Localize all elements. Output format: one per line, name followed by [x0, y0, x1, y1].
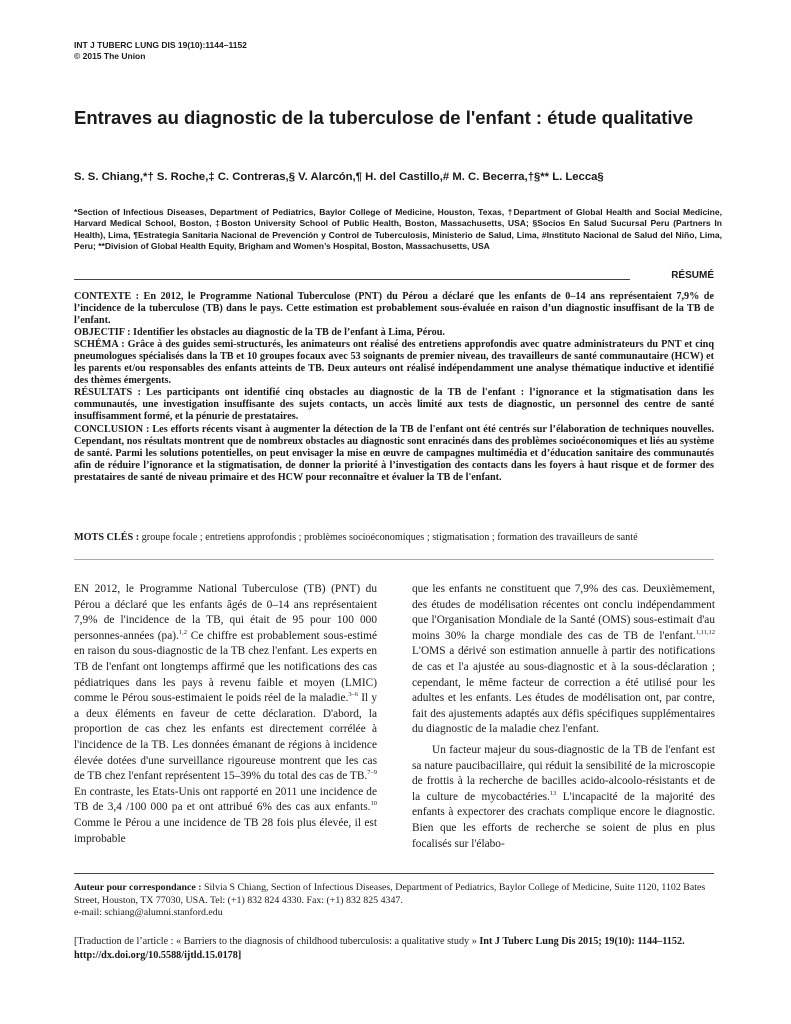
abstract-results: RÉSULTATS : Les participants ont identifié cinq obstacles au diagnostic de la TB de l'enfant : l’ignorance et la stigmatisation dans les communautés, une investigation insuffisante des sujets contacts, un accès limité aux tests de diagnostic, un personnel des centre de santé insuffisamment formé, et la pénurie de prestataires. [74, 387, 714, 423]
abstract-conclusion: CONCLUSION : Les efforts récents visant à augmenter la détection de la TB de l'enfant ont été centrés sur l’élaboration de techniques nouvelles. Cependant, nos résultats montrent que de nombreux obstacles au diagnostic sont enracinés dans des problèmes socioéconomiques et liés au système de santé. Parmi les solutions potentielles, on peut envisager la mise en œuvre de campagnes multimédia et d’éducation sanitaire des communautés afin de réduire l’ignorance et la stigmatisation, de donner la priorité à l’investigation des contacts dans les foyers à haut risque et de former des prestataires de santé de niveau primaire et des HCW pour reconnaître et évaluer la TB de l'enfant. [74, 423, 714, 483]
text-run: Un facteur majeur du sous-diagnostic de la TB de l'enfant est sa nature paucibacillaire, qui réduit la sensibilité de la microscopie de frottis à la recherche de bacilles acido-alcoolo-résistants et de la culture de mycobactéries. [412, 743, 715, 803]
body-column-right [412, 582, 715, 852]
abstract-design: SCHÉMA : Grâce à des guides semi-structurés, les animateurs ont réalisé des entretiens approfondis avec quatre administrateurs du PNT et cinq pneumologues spécialisés dans la TB et 10 groupes focaux avec 53 soignants de premier niveau, des travailleurs de santé communautaire (HCW) et les parents et/ou responsables des enfants atteints de TB. Deux auteurs ont réalisé indépendamment une analyse thématique inductive et identifié des thèmes émergents. [74, 339, 714, 387]
abstract-heading: RÉSUMÉ [671, 270, 714, 281]
text-run: Il y a deux éléments en faveur de cette déclaration. D'abord, la proportion de cas chez les enfants est directement corrélée à l'incidence de la TB. Les données émanant de régions à incidence élevée dotées d'une surveillance rigoureuse montrent que les cas de TB chez l'enfant représentent 15–39% du total des cas de TB. [74, 692, 377, 783]
text-run: Comme le Pérou a une incidence de TB 28 fois plus élevée, il est improbable [74, 816, 377, 845]
translation-text: [Traduction de l’article : « Barriers to the diagnosis of childhood tuberculosis: a qualitative study » [74, 936, 480, 947]
body-paragraph [74, 582, 377, 847]
abstract [74, 291, 714, 484]
body-paragraph [412, 743, 715, 852]
keywords-list: groupe focale ; entretiens approfondis ; problèmes socioéconomiques ; stigmatisation ; formation des travailleurs de santé [141, 532, 638, 543]
correspondence-text: Silvia S Chiang, Section of Infectious Diseases, Department of Pediatrics, Baylor College of Medicine, Suite 1120, 1102 Bates Street, Houston, TX 77030, USA. Tel: (+1) 832 824 4330. Fax: (+1) 832 825 4347. [74, 882, 706, 906]
correspondence-email: e-mail: schiang@alumni.stanford.edu [74, 907, 223, 919]
journal-header [74, 40, 247, 62]
translation-note [74, 935, 724, 962]
translation-citation: Int J Tuberc Lung Dis 2015; 19(10): 1144–1152. http://dx.doi.org/10.5588/ijtld.15.0178] [74, 936, 685, 961]
correspondence-note [74, 882, 724, 920]
text-run: que les enfants ne constituent que 7,9% des cas. Deuxièmement, des études de modélisation récentes ont conclu indépendamment que l'Organisation Mondiale de la Santé (OMS) sous-estimait d'au moins 30% la charge mondiale des cas de TB de l'enfant. [412, 583, 715, 642]
journal-citation: INT J TUBERC LUNG DIS 19(10):1144–1152 [74, 40, 247, 50]
citation-ref: 1,2 [178, 629, 187, 636]
author-list: S. S. Chiang,*† S. Roche,‡ C. Contreras,§ V. Alarcón,¶ H. del Castillo,# M. C. Becerra,†§** L. Lecca§ [74, 171, 604, 183]
text-run: L'incapacité de la majorité des enfants à expectorer des crachats complique encore le diagnostic. Bien que les efforts de recherche se soient de plus en plus focalisés sur l'élabo- [412, 790, 715, 850]
affiliations: *Section of Infectious Diseases, Department of Pediatrics, Baylor College of Medicine, Houston, Texas, †Department of Global Health and Social Medicine, Harvard Medical School, Boston, ‡Boston University School of Public Health, Boston, Massachusetts, USA; §Socios En Salud Sucursal Peru (Partners In Health), Lima, ¶Estrategia Sanitaria Nacional de Prevención y Control de Tuberculosis, Ministerio de Salud, Lima, #Instituto Nacional de Salud del Niño, Lima, Peru; **Division of Global Health Equity, Brigham and Women’s Hospital, Boston, Massachusetts, USA [74, 207, 722, 252]
citation-ref: 1,11,12 [695, 629, 715, 636]
abstract-context: CONTEXTE : En 2012, le Programme National Tuberculose (PNT) du Pérou a déclaré que les enfants de 0–14 ans représentaient 7,9% de l’incidence de la tuberculose (TB) dans le pays. Cette estimation est probablement sous-évaluée en raison d’un diagnostic insuffisant de la TB de l’enfant. [74, 291, 714, 327]
keywords-label: MOTS CLÉS : [74, 532, 140, 543]
correspondence-label: Auteur pour correspondance : [74, 882, 202, 893]
citation-ref: 13 [549, 789, 557, 797]
footnote-divider [74, 873, 714, 874]
text-run: Ce chiffre est probablement sous-estimé en raison du sous-diagnostic de la TB chez l'enfant. Les experts en TB de l'enfant ont longtemps affirmé que les notifications des cas pédiatriques dans les pays à revenu faible et moyen (LMIC) comme le Pérou sous-estimaient le poids réel de la maladie. [74, 629, 377, 705]
keywords-divider [74, 559, 714, 560]
journal-copyright: © 2015 The Union [74, 51, 146, 61]
keywords [74, 532, 724, 544]
text-run: L'OMS a dérivé son estimation annuelle à partir des notifications de cas et l'a ajustée au sous-diagnostic et à la sous-déclaration ; cependant, le même facteur de correction a été utilisé pour les adultes et les enfants. Les études de modélisation ont, par contre, fait des ajustements adaptés aux défis spécifiques supplémentaires du diagnostic de la maladie chez l'enfant. [412, 645, 715, 736]
abstract-heading-row [74, 270, 714, 284]
text-run: En contraste, les Etats-Unis ont rapporté en 2011 une incidence de TB de 3,4 /100 000 pa et ont attribué 6% des cas aux enfants. [74, 785, 377, 814]
text-run: EN 2012, le Programme National Tuberculose (TB) (PNT) du Pérou a déclaré que les enfants âgés de 0–14 ans représentaient 7,9% de l'incidence de la TB, qui était de 95 pour 100 000 personnes-années (pa). [74, 583, 377, 642]
body-paragraph [412, 582, 715, 738]
citation-ref: 3–6 [348, 691, 359, 699]
abstract-divider [74, 279, 630, 280]
article-title: Entraves au diagnostic de la tuberculose de l'enfant : étude qualitative [74, 107, 694, 128]
citation-ref: 7–9 [367, 769, 377, 777]
body-column-left [74, 582, 377, 847]
citation-ref: 10 [370, 800, 377, 808]
abstract-objective: OBJECTIF : Identifier les obstacles au diagnostic de la TB de l’enfant à Lima, Pérou. [74, 327, 445, 339]
